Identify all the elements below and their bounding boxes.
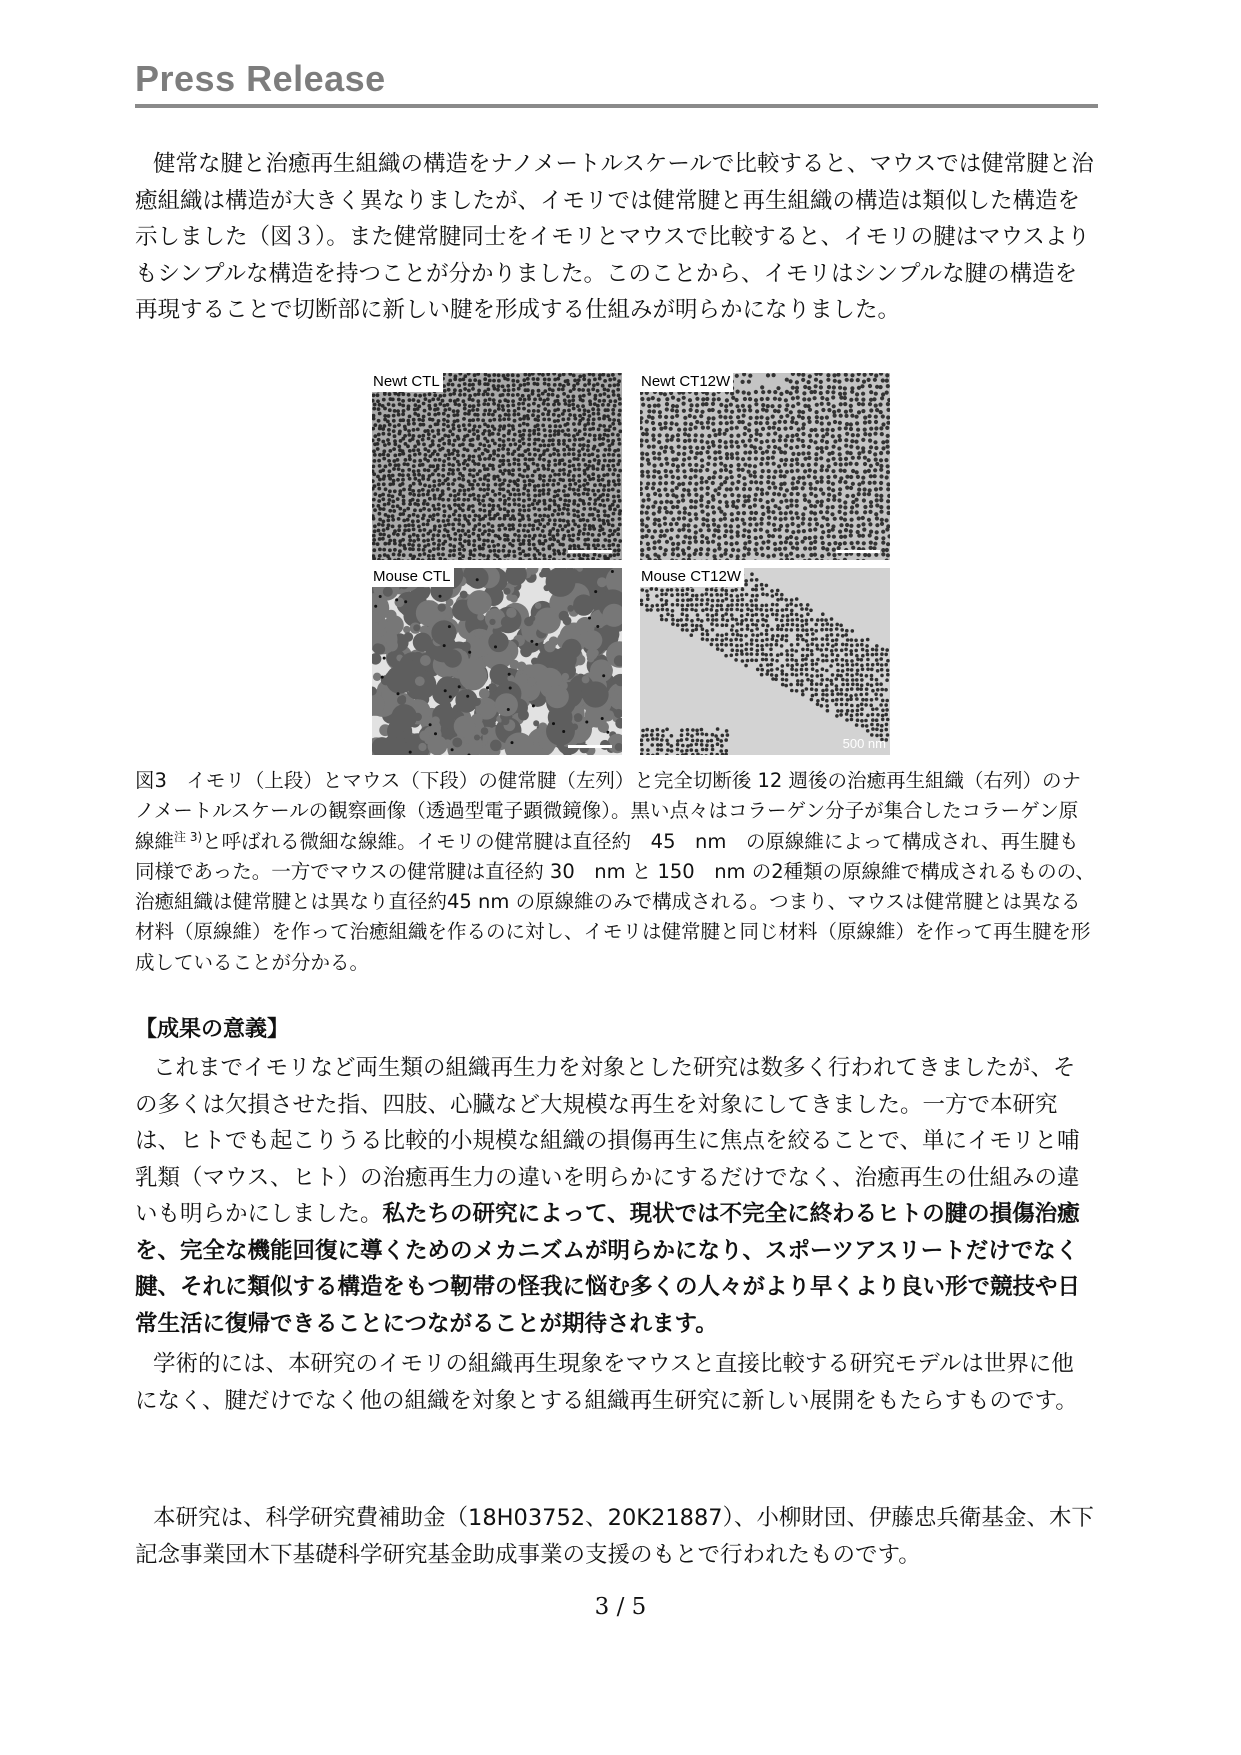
panel-mouse-ctl [372, 568, 622, 755]
panel-label: Mouse CT12W [640, 568, 744, 587]
page-number: 3 / 5 [594, 1594, 647, 1620]
footnote-ref: 注 3) [174, 829, 203, 844]
caption-text: 図3 イモリ（上段）とマウス（下段）の健常腱（左列）と完全切断後 12 週後の治癒再生組織（右列）のナノメートルスケールの観察画像（透過型電子顕微鏡像）。黒い点々はコラーゲン分子が集合したコラーゲン原線維 [135, 769, 1082, 853]
section-heading-significance: 【成果の意義】 [135, 1017, 290, 1042]
scale-bar [836, 550, 880, 553]
panel-label: Mouse CTL [372, 568, 454, 587]
newt-ct12w-image [640, 373, 890, 560]
caption-text: と呼ばれる微細な線維。イモリの健常腱は直径約 45 nm の原線維によって構成され、再生腱も同様であった。一方でマウスの健常腱は直径約 30 nm と 150 nm の2種類の原線維で構成されるものの、治癒組織は健常腱とは異なり直径約45 nm の原線維のみで構成される。つまり、マウスは健常腱とは異なる材料（原線維）を作って治癒組織を作るのに対し、イモリは健常腱と同じ材料（原線維）を作って再生腱を形成していることが分かる。 [135, 829, 1095, 974]
scale-bar [568, 550, 612, 553]
significance-text: これまでイモリなど両生類の組織再生力を対象とした研究は数多く行われてきましたが、その多くは欠損させた指、四肢、心臓など大規模な再生を対象にしてきました。一方で本研究は、ヒトでも起こりうる比較的小規模な組織の損傷再生に焦点を絞ることで、単にイモリと哺乳類（マウス、ヒト）の治癒再生力の違いを明らかにするだけでなく、治癒再生の仕組みの違いも明らかにしました。 [135, 1055, 1080, 1227]
panel-label: Newt CTL [372, 373, 443, 392]
header-divider [135, 104, 1098, 108]
significance-paragraph [135, 1050, 1095, 1342]
intro-paragraph: 健常な腱と治癒再生組織の構造をナノメートルスケールで比較すると、マウスでは健常腱と治癒組織は構造が大きく異なりましたが、イモリでは健常腱と再生組織の構造は類似した構造を示しました（図３）。また健常腱同士をイモリとマウスで比較すると、イモリの腱はマウスよりもシンプルな構造を持つことが分かりました。このことから、イモリはシンプルな腱の構造を再現することで切断部に新しい腱を形成する仕組みが明らかになりました。 [135, 151, 1094, 323]
panel-mouse-ct12w [640, 568, 890, 755]
significance-highlight: 私たちの研究によって、現状では不完全に終わるヒトの腱の損傷治癒を、完全な機能回復に導くためのメカニズムが明らかになり、スポーツアスリートだけでなく腱、それに類似する構造をもつ靭帯の怪我に悩む多くの人々がより早くより良い形で競技や日常生活に復帰できることにつながることが期待されます。 [135, 1201, 1081, 1337]
newt-ctl-image [372, 373, 622, 560]
academic-paragraph: 学術的には、本研究のイモリの組織再生現象をマウスと直接比較する研究モデルは世界に他になく、腱だけでなく他の組織を対象とする組織再生研究に新しい展開をもたらすものです。 [135, 1351, 1078, 1414]
mouse-ct12w-image [640, 568, 890, 755]
panel-label: Newt CT12W [640, 373, 733, 392]
page-header-title: Press Release [135, 58, 386, 99]
scale-bar [568, 745, 612, 748]
panel-newt-ct12w [640, 373, 890, 560]
panel-newt-ctl [372, 373, 622, 560]
tem-figure [372, 373, 890, 758]
figure-caption [135, 766, 1095, 978]
funding-paragraph: 本研究は、科学研究費補助金（18H03752、20K21887）、小柳財団、伊藤忠兵衛基金、木下記念事業団木下基礎科学研究基金助成事業の支援のもとで行われたものです。 [135, 1505, 1094, 1568]
scale-bar-label: 500 nm [842, 736, 886, 751]
mouse-ctl-image [372, 568, 622, 755]
